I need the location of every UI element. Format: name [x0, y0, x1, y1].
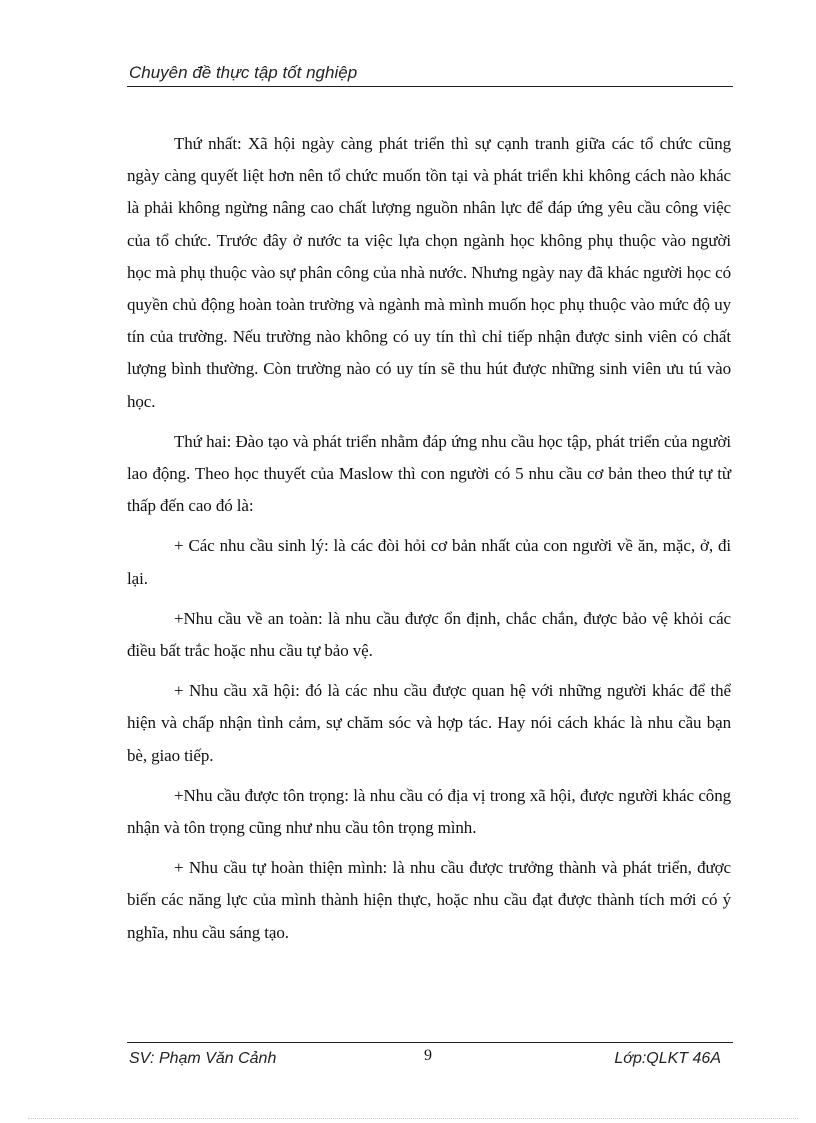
page-bottom-edge	[28, 1118, 798, 1119]
paragraph-second-reason: Thứ hai: Đào tạo và phát triển nhằm đáp ứng nhu cầu học tập, phát triển của người lao động. Theo học thuyết của Maslow thì con người có 5 nhu cầu cơ bản theo thứ tự từ thấp đến cao đó là:	[127, 431, 731, 516]
header-title: Chuyên đề thực tập tốt nghiệp	[129, 63, 358, 82]
paragraph-social-needs: + Nhu cầu xã hội: đó là các nhu cầu được quan hệ với những người khác để thể hiện và chấp nhận tình cảm, sự chăm sóc và hợp tác. Hay nói cách khác là nhu cầu bạn bè, giao tiếp.	[127, 681, 731, 765]
paragraph-self-actualization-needs: + Nhu cầu tự hoàn thiện mình: là nhu cầu được trưởng thành và phát triển, được biến các năng lực của mình thành hiện thực, hoặc nhu cầu đạt được thành tích mới có ý nghĩa, nhu cầu sáng tạo.	[127, 858, 731, 942]
page-footer	[127, 1042, 733, 1074]
body-text	[127, 128, 731, 957]
footer-class: Lớp:QLKT 46A	[614, 1050, 721, 1067]
footer-student-name: SV: Phạm Văn Cảnh	[129, 1050, 277, 1067]
page-header	[127, 62, 733, 87]
paragraph-safety-needs: +Nhu cầu về an toàn: là nhu cầu được ổn định, chắc chắn, được bảo vệ khỏi các điều bất trắc hoặc nhu cầu tự bảo vệ.	[127, 608, 731, 661]
footer-page-number: 9	[424, 1047, 432, 1064]
paragraph-esteem-needs: +Nhu cầu được tôn trọng: là nhu cầu có địa vị trong xã hội, được người khác công nhận và tôn trọng cũng như nhu cầu tôn trọng mình.	[127, 785, 731, 838]
paragraph-physiological-needs: + Các nhu cầu sinh lý: là các đòi hỏi cơ bản nhất của con người về ăn, mặc, ở, đi lại.	[127, 536, 731, 588]
paragraph-first-reason: Thứ nhất: Xã hội ngày càng phát triển thì sự cạnh tranh giữa các tổ chức cũng ngày càng quyết liệt hơn nên tổ chức muốn tồn tại và phát triển khi không cách nào khác là phải không ngừng nâng cao chất lượng nguồn nhân lực để đáp ứng yêu cầu công việc của tổ chức. Trước đây ở nước ta việc lựa chọn ngành học không phụ thuộc vào người học mà phụ thuộc vào sự phân công của nhà nước. Nhưng ngày nay đã khác người học có quyền chủ động hoàn toàn trường và ngành mà mình muốn học phụ thuộc vào mức độ uy tín của trường. Nếu trường nào không có uy tín thì chỉ tiếp nhận được sinh viên có chất lượng bình thường. Còn trường nào có uy tín sẽ thu hút được những sinh viên ưu tú vào học.	[127, 134, 731, 411]
